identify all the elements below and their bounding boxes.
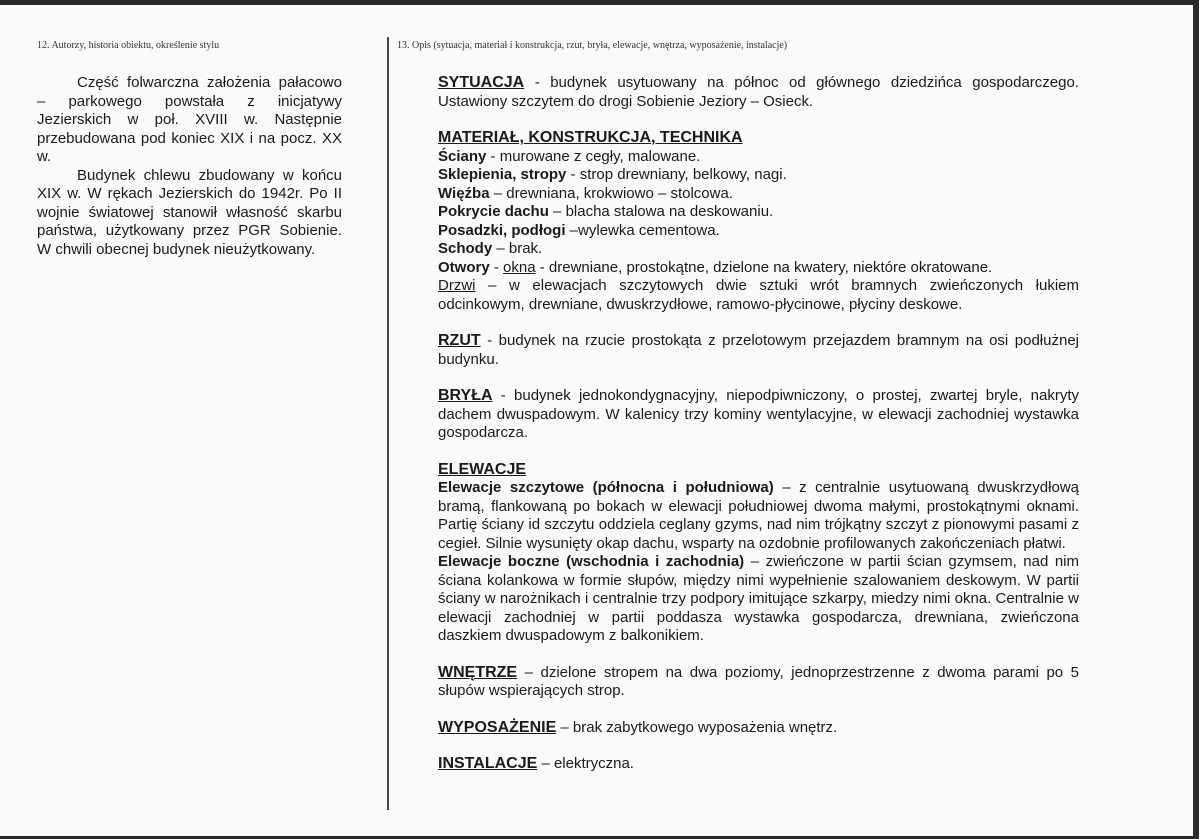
material-item-label: Schody [438, 240, 493, 257]
elewacje-szczytowe-label: Elewacje szczytowe (północna i południowa) [438, 479, 774, 496]
material-item-label: Ściany [438, 147, 487, 165]
otwory-line [438, 259, 1079, 278]
material-item-label: Posadzki, podłogi [438, 221, 566, 239]
wyposazenie-heading: WYPOSAŻENIE [438, 718, 557, 736]
elewacje-boczne-label: Elewacje boczne (wschodnia i zachodnia) [438, 553, 745, 570]
drzwi-label: Drzwi [438, 277, 476, 294]
section-13-header: 13. Opis (sytuacja, materiał i konstrukcja, rzut, bryła, elewacje, wnętrza, wyposażenie, instalacje) [397, 40, 788, 51]
material-heading: MATERIAŁ, KONSTRUKCJA, TECHNIKA [438, 129, 743, 146]
rzut-heading: RZUT [438, 332, 481, 349]
description-column [438, 74, 1079, 774]
material-item [438, 148, 1079, 167]
material-item-text: – brak. [492, 240, 543, 257]
elewacje-heading-line [438, 461, 1079, 480]
otwory-separator: - [489, 258, 504, 276]
material-item [438, 185, 1079, 204]
sytuacja-paragraph [438, 74, 1079, 111]
rzut-text: - budynek na rzucie prostokąta z przelotowym przejazdem bramnym na osi podłużnej budynku. [438, 332, 1079, 368]
material-item-label: Więźba [438, 184, 490, 202]
elewacje-szczytowe [438, 479, 1079, 553]
column-divider [387, 37, 389, 810]
okna-text: - drewniane, prostokątne, dzielone na kwatery, niektóre okratowane. [535, 258, 993, 276]
material-item-label: Sklepienia, stropy [438, 166, 567, 183]
section-12-header: 12. Autorzy, historia obiektu, określenie stylu [37, 40, 220, 51]
sytuacja-heading: SYTUACJA [438, 74, 525, 91]
rzut-paragraph [438, 332, 1079, 369]
material-item [438, 166, 1079, 185]
instalacje-text: – elektryczna. [537, 755, 634, 772]
wnetrze-paragraph [438, 664, 1079, 701]
material-item-text: - strop drewniany, belkowy, nagi. [566, 166, 787, 183]
material-item-text: - murowane z cegły, malowane. [486, 147, 701, 165]
wyposazenie-paragraph [438, 719, 1079, 738]
wnetrze-text: – dzielone stropem na dwa poziomy, jednoprzestrzenne z dwoma parami po 5 słupów wspierających strop. [438, 663, 1079, 699]
wyposazenie-text: – brak zabytkowego wyposażenia wnętrz. [556, 718, 838, 736]
material-item-label: Pokrycie dachu [438, 203, 549, 220]
okna-label: okna [503, 258, 536, 276]
history-paragraph-1: Część folwarczna założenia pałacowo – parkowego powstała z inicjatywy Jezierskich w poł. XVIII w. Następnie przebudowana pod koniec XIX i na pocz. XX w. [37, 74, 342, 165]
elewacje-szczytowe-text: – z centralnie usytuowaną dwuskrzydłową bramą, flankowaną po bokach w elewacji południowej dwoma małymi, prostokątnymi oknami. Partię ściany id szczytu oddziela ceglany gzyms, nad nim trójkątny szczyt z pionowymi pasami z cegieł. Silnie wysunięty okap dachu, wsparty na ozdobnie profilowanych zakończeniach płatwi. [438, 479, 1079, 552]
drzwi-line [438, 277, 1079, 314]
history-column [37, 74, 342, 259]
instalacje-paragraph [438, 755, 1079, 774]
elewacje-boczne-text: – zwieńczone w partii ścian gzymsem, nad nim ściana kolankowa w formie słupów, między nimi wypełnienie szalowaniem deskowym. W partii ściany w narożnikach i centralnie trzy podpory imitujące szkarpy, miedzy nimi okna. Centralnie w elewacji zachodniej w partii poddasza wystawka gospodarcza, drewniana, zwieńczona daszkiem dwuspadowym z balkonikiem. [438, 553, 1079, 644]
bryla-text: - budynek jednokondygnacyjny, niepodpiwniczony, o prostej, zwartej bryle, nakryty dachem dwuspadowym. W kalenicy trzy kominy wentylacyjne, w elewacji zachodniej wystawka gospodarcza. [438, 387, 1079, 441]
history-paragraph-2: Budynek chlewu zbudowany w końcu XIX w. W rękach Jezierskich do 1942r. Po II wojnie światowej stanowił własność skarbu państwa, użytkowany przez PGR Sobienie. W chwili obecnej budynek nieużytkowany. [37, 166, 342, 258]
bryla-paragraph [438, 387, 1079, 443]
material-item [438, 222, 1079, 241]
drzwi-text: – w elewacjach szczytowych dwie sztuki wrót bramnych zwieńczonych łukiem odcinkowym, drewniane, dwuskrzydłowe, ramowo-płycinowe, płyciny deskowe. [438, 277, 1079, 313]
material-item-text: – drewniana, krokwiowo – stolcowa. [489, 184, 733, 202]
bryla-heading: BRYŁA [438, 387, 493, 404]
sytuacja-text: - budynek usytuowany na północ od głównego dziedzińca gospodarczego. Ustawiony szczytem do drogi Sobienie Jeziory – Osieck. [438, 74, 1079, 110]
instalacje-heading: INSTALACJE [438, 755, 538, 772]
material-item-text: – blacha stalowa na deskowaniu. [548, 203, 774, 220]
material-item [438, 203, 1079, 222]
elewacje-boczne [438, 553, 1079, 646]
elewacje-heading: ELEWACJE [438, 460, 527, 478]
material-heading-line [438, 129, 1079, 148]
wnetrze-heading: WNĘTRZE [438, 663, 518, 681]
otwory-label: Otwory [438, 258, 490, 276]
material-item [438, 240, 1079, 259]
material-item-text: –wylewka cementowa. [565, 221, 720, 239]
